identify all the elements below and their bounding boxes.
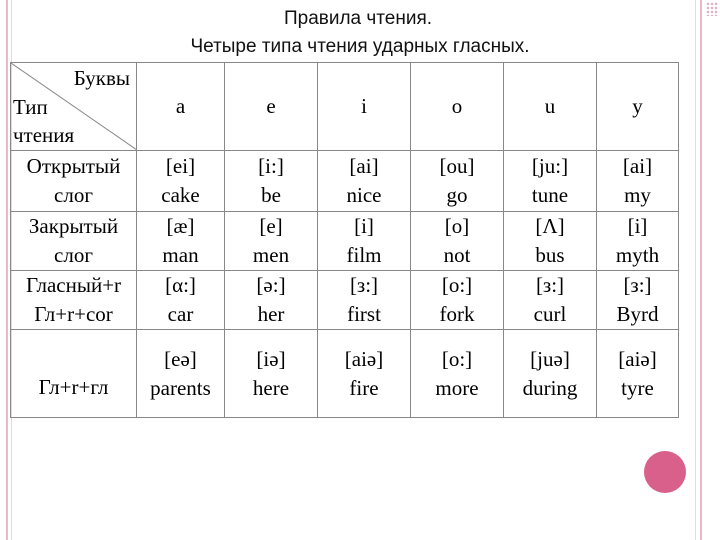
page-subtitle: Четыре типа чтения ударных гласных. [190,36,530,57]
example-word: parents [150,375,211,400]
ipa-text: [ou] [439,154,475,178]
reading-rules-table-wrapper [10,62,679,418]
corner-header-cell [11,63,137,151]
example-word: car [167,302,194,326]
ipa-text: [aiə] [344,346,384,371]
ipa-text: [o:] [441,346,473,371]
row-label-line2: слог [54,183,93,207]
example-word: curl [533,302,567,326]
example-word: fork [439,302,475,326]
example-word: be [261,183,281,207]
example-word: more [435,375,479,400]
ipa-text: [Λ] [535,214,565,238]
decorative-circle [644,451,686,493]
example-word: my [624,183,651,207]
example-word: go [446,183,468,207]
example-word: film [346,243,382,267]
ipa-text: [e] [259,214,283,238]
ipa-text: [ə:] [256,273,286,297]
ipa-text: [i] [627,214,648,238]
frame-line-left [6,0,8,540]
table-cell [225,271,318,330]
ipa-text: [juə] [530,346,570,371]
table-cell [137,151,225,212]
table-cell [597,151,679,212]
reading-rules-table [10,62,679,418]
example-word: tune [531,183,569,207]
example-word: nice [346,183,382,207]
row-label-line1: Открытый [26,154,121,178]
example-word: bus [535,243,565,267]
corner-type-label-line1: Тип [13,95,48,119]
row-label-line1: Гл+r+гл [38,375,109,399]
table-cell [411,151,504,212]
frame-line-right-inner [695,0,696,540]
ipa-text: [з:] [349,273,379,297]
table-cell [137,212,225,271]
row-label-line1: Гласный+r [25,273,122,297]
ipa-text: [ju:] [531,154,569,178]
ipa-text: [ei] [165,154,196,178]
row-label-line1: Закрытый [28,214,119,238]
table-row [11,212,679,271]
table-cell [318,330,411,418]
table-cell [225,330,318,418]
corner-type-label [13,93,74,149]
row-label [11,330,137,418]
table-cell [597,271,679,330]
frame-line-right [700,0,702,540]
table-cell [411,212,504,271]
table-cell [137,330,225,418]
table-cell [504,212,597,271]
table-cell [411,271,504,330]
table-row [11,271,679,330]
row-label-line2: Гл+r+cor [34,302,113,326]
table-cell [225,212,318,271]
table-cell [504,330,597,418]
ipa-text: [i:] [258,154,284,178]
example-word: men [252,243,290,267]
example-word: first [347,302,381,326]
example-word: here [252,375,290,400]
example-word: not [443,243,471,267]
table-row [11,330,679,418]
example-word: cake [161,183,200,207]
example-word: man [162,243,199,267]
row-label [11,151,137,212]
row-label [11,271,137,330]
table-cell [597,330,679,418]
table-cell [504,151,597,212]
ipa-text: [i] [354,214,374,238]
ipa-text: [ai] [622,154,653,178]
table-cell [411,330,504,418]
table-row [11,151,679,212]
corner-type-label-line2: чтения [13,123,75,147]
table-header-row [11,63,679,151]
ipa-text: [α:] [165,273,196,297]
example-word: myth [615,243,660,267]
letter-header-a: a [137,63,225,151]
example-word: fire [349,375,379,400]
ipa-text: [æ] [166,214,195,238]
ipa-text: [eə] [164,346,197,371]
letter-header-e: e [225,63,318,151]
letter-header-o: o [411,63,504,151]
example-word: her [257,302,285,326]
table-cell [137,271,225,330]
row-label [11,212,137,271]
example-word: during [522,375,578,400]
letter-header-i: i [318,63,411,151]
ipa-text: [ai] [349,154,379,178]
row-label-line2: слог [54,243,93,267]
letter-header-u: u [504,63,597,151]
ipa-text: [iə] [256,346,286,371]
table-cell [504,271,597,330]
table-cell [318,151,411,212]
page-title: Правила чтения. [283,8,433,29]
corner-letters-label: Буквы [73,66,130,90]
example-word: tyre [621,375,654,400]
ipa-text: [з:] [623,273,652,297]
table-cell [597,212,679,271]
ipa-text: [o:] [441,273,473,297]
ipa-text: [aiə] [618,346,657,371]
letter-header-y: y [597,63,679,151]
table-cell [318,271,411,330]
ipa-text: [o] [444,214,470,238]
table-cell [225,151,318,212]
table-cell [318,212,411,271]
ipa-text: [з:] [535,273,565,297]
example-word: Byrd [616,302,659,326]
